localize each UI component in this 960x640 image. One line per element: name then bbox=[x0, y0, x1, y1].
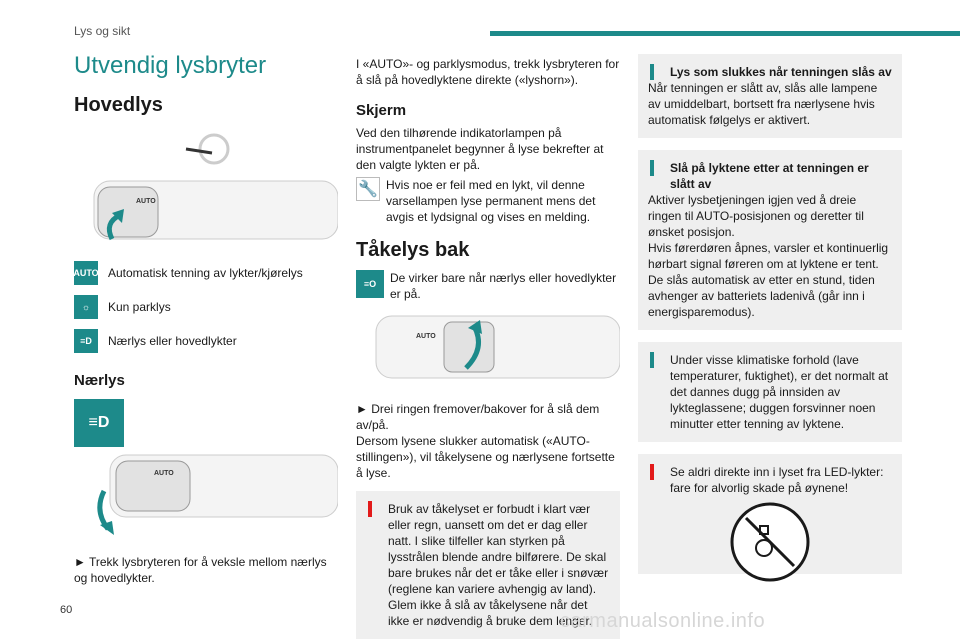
legend-label: Kun parklys bbox=[108, 300, 171, 314]
column-1 bbox=[74, 52, 338, 586]
watermark: carmanualsonline.info bbox=[560, 610, 766, 632]
fog-note bbox=[356, 270, 620, 302]
wrench-warning-icon: 🔧 bbox=[356, 177, 380, 201]
heading-hovedlys: Hovedlys bbox=[74, 94, 163, 116]
header-accent-bar bbox=[490, 31, 960, 36]
page-number: 60 bbox=[60, 604, 73, 616]
note-title: Lys som slukkes når tenningen slås av bbox=[670, 65, 892, 79]
fog-ring-illustration bbox=[356, 308, 620, 388]
legend-list bbox=[74, 260, 338, 354]
wrench-text: Hvis noe er feil med en lykt, vil denne varsellampen lyse permanent mens det avgis et lydsignal og vises en melding. bbox=[386, 178, 596, 224]
auto-light-icon: AUTO bbox=[74, 261, 98, 285]
column-2 bbox=[356, 56, 620, 640]
parking-light-icon: ☼ bbox=[74, 295, 98, 319]
note-text: Under visse klimatiske forhold (lave temperaturer, fuktighet), er det normalt at det dannes dugg på innsiden av lykteglassene; duggen forsvinner noen minutter etter tenning av lyktene. bbox=[670, 353, 889, 431]
column-3 bbox=[638, 54, 902, 586]
svg-text:AUTO: AUTO bbox=[416, 333, 436, 340]
rear-fog-icon: ≡O bbox=[356, 270, 384, 298]
dipped-main-beam-icon: ≡D bbox=[74, 329, 98, 353]
heading-naerlys: Nærlys bbox=[74, 372, 125, 389]
heading-fog: Tåkelys bak bbox=[356, 239, 470, 261]
legend-row-auto bbox=[74, 260, 338, 286]
dipped-instruction: ► Trekk lysbryteren for å veksle mellom nærlys og hovedlykter. bbox=[74, 555, 327, 585]
legend-label: Nærlys eller hovedlykter bbox=[108, 334, 237, 348]
section-title: Utvendig lysbryter bbox=[74, 52, 267, 79]
warning-icon bbox=[368, 501, 372, 517]
fog-instructions: ► Drei ringen fremover/bakover for å slå dem av/på. Dersom lysene slukker automatisk («AUTO-stillingen»), vil tåkelysene og nærlysene fortsette å lyse. bbox=[356, 402, 615, 480]
note-text: Aktiver lysbetjeningen igjen ved å dreie ringen til AUTO-posisjonen og deretter til ønsket posisjon. Hvis førerdøren åpnes, varsler et kontinuerlig hørbart signal føreren om at lyktene er tent. De slås automatisk av etter en stund, tiden avhenger av batteriets ladenivå (går inn i energisparemodus). bbox=[648, 193, 889, 319]
note-title: Slå på lyktene etter at tenningen er slått av bbox=[670, 161, 869, 191]
note-lights-on-after bbox=[638, 150, 902, 330]
fog-icon-text: De virker bare når nærlys eller hovedlykter er på. bbox=[390, 271, 617, 301]
note-text: Når tenningen er slått av, slås alle lampene av umiddelbart, bortsett fra nærlysene hvis automatisk følgelys er aktivert. bbox=[648, 81, 878, 127]
note-lights-off bbox=[638, 54, 902, 138]
legend-label: Automatisk tenning av lykter/kjørelys bbox=[108, 266, 303, 280]
stalk-pull-illustration bbox=[74, 451, 338, 541]
warning-icon bbox=[650, 464, 654, 480]
screen-text: Ved den tilhørende indikatorlampen på instrumentpanelet begynner å lyse bekrefter at den valgte lykten er på. bbox=[356, 126, 604, 172]
no-looking-at-led-icon bbox=[730, 502, 810, 582]
heading-skjerm: Skjerm bbox=[356, 102, 407, 119]
info-icon bbox=[650, 160, 654, 176]
light-stalk-illustration bbox=[74, 129, 338, 249]
wrench-note bbox=[356, 177, 620, 225]
legend-row-dipped bbox=[74, 328, 338, 354]
note-condensation bbox=[638, 342, 902, 442]
fog-warning-text: Bruk av tåkelyset er forbudt i klart vær eller regn, uansett om det er dag eller natt. I slike tilfeller kan styrken på lysstrålen blende andre bilførere. De skal bare brukes når det er tåke eller i snøvær (reglene kan variere avhengig av land). Glem ikke å slå av tåkelysene når det ikke er nødvendig å bruke dem lenger. bbox=[388, 502, 609, 628]
auto-intro-text: I «AUTO»- og parklysmodus, trekk lysbryteren for å slå på hovedlyktene direkte («lyshorn»). bbox=[356, 57, 620, 87]
svg-text:AUTO: AUTO bbox=[136, 198, 156, 205]
svg-text:AUTO: AUTO bbox=[154, 470, 174, 477]
header-section-label: Lys og sikt bbox=[74, 24, 131, 38]
note-text: Se aldri direkte inn i lyset fra LED-lykter: fare for alvorlig skade på øynene! bbox=[670, 465, 884, 495]
legend-row-parking bbox=[74, 294, 338, 320]
info-icon bbox=[650, 352, 654, 368]
dipped-beam-icon: ≡D bbox=[74, 399, 124, 447]
note-led-warning bbox=[638, 454, 902, 574]
info-icon bbox=[650, 64, 654, 80]
